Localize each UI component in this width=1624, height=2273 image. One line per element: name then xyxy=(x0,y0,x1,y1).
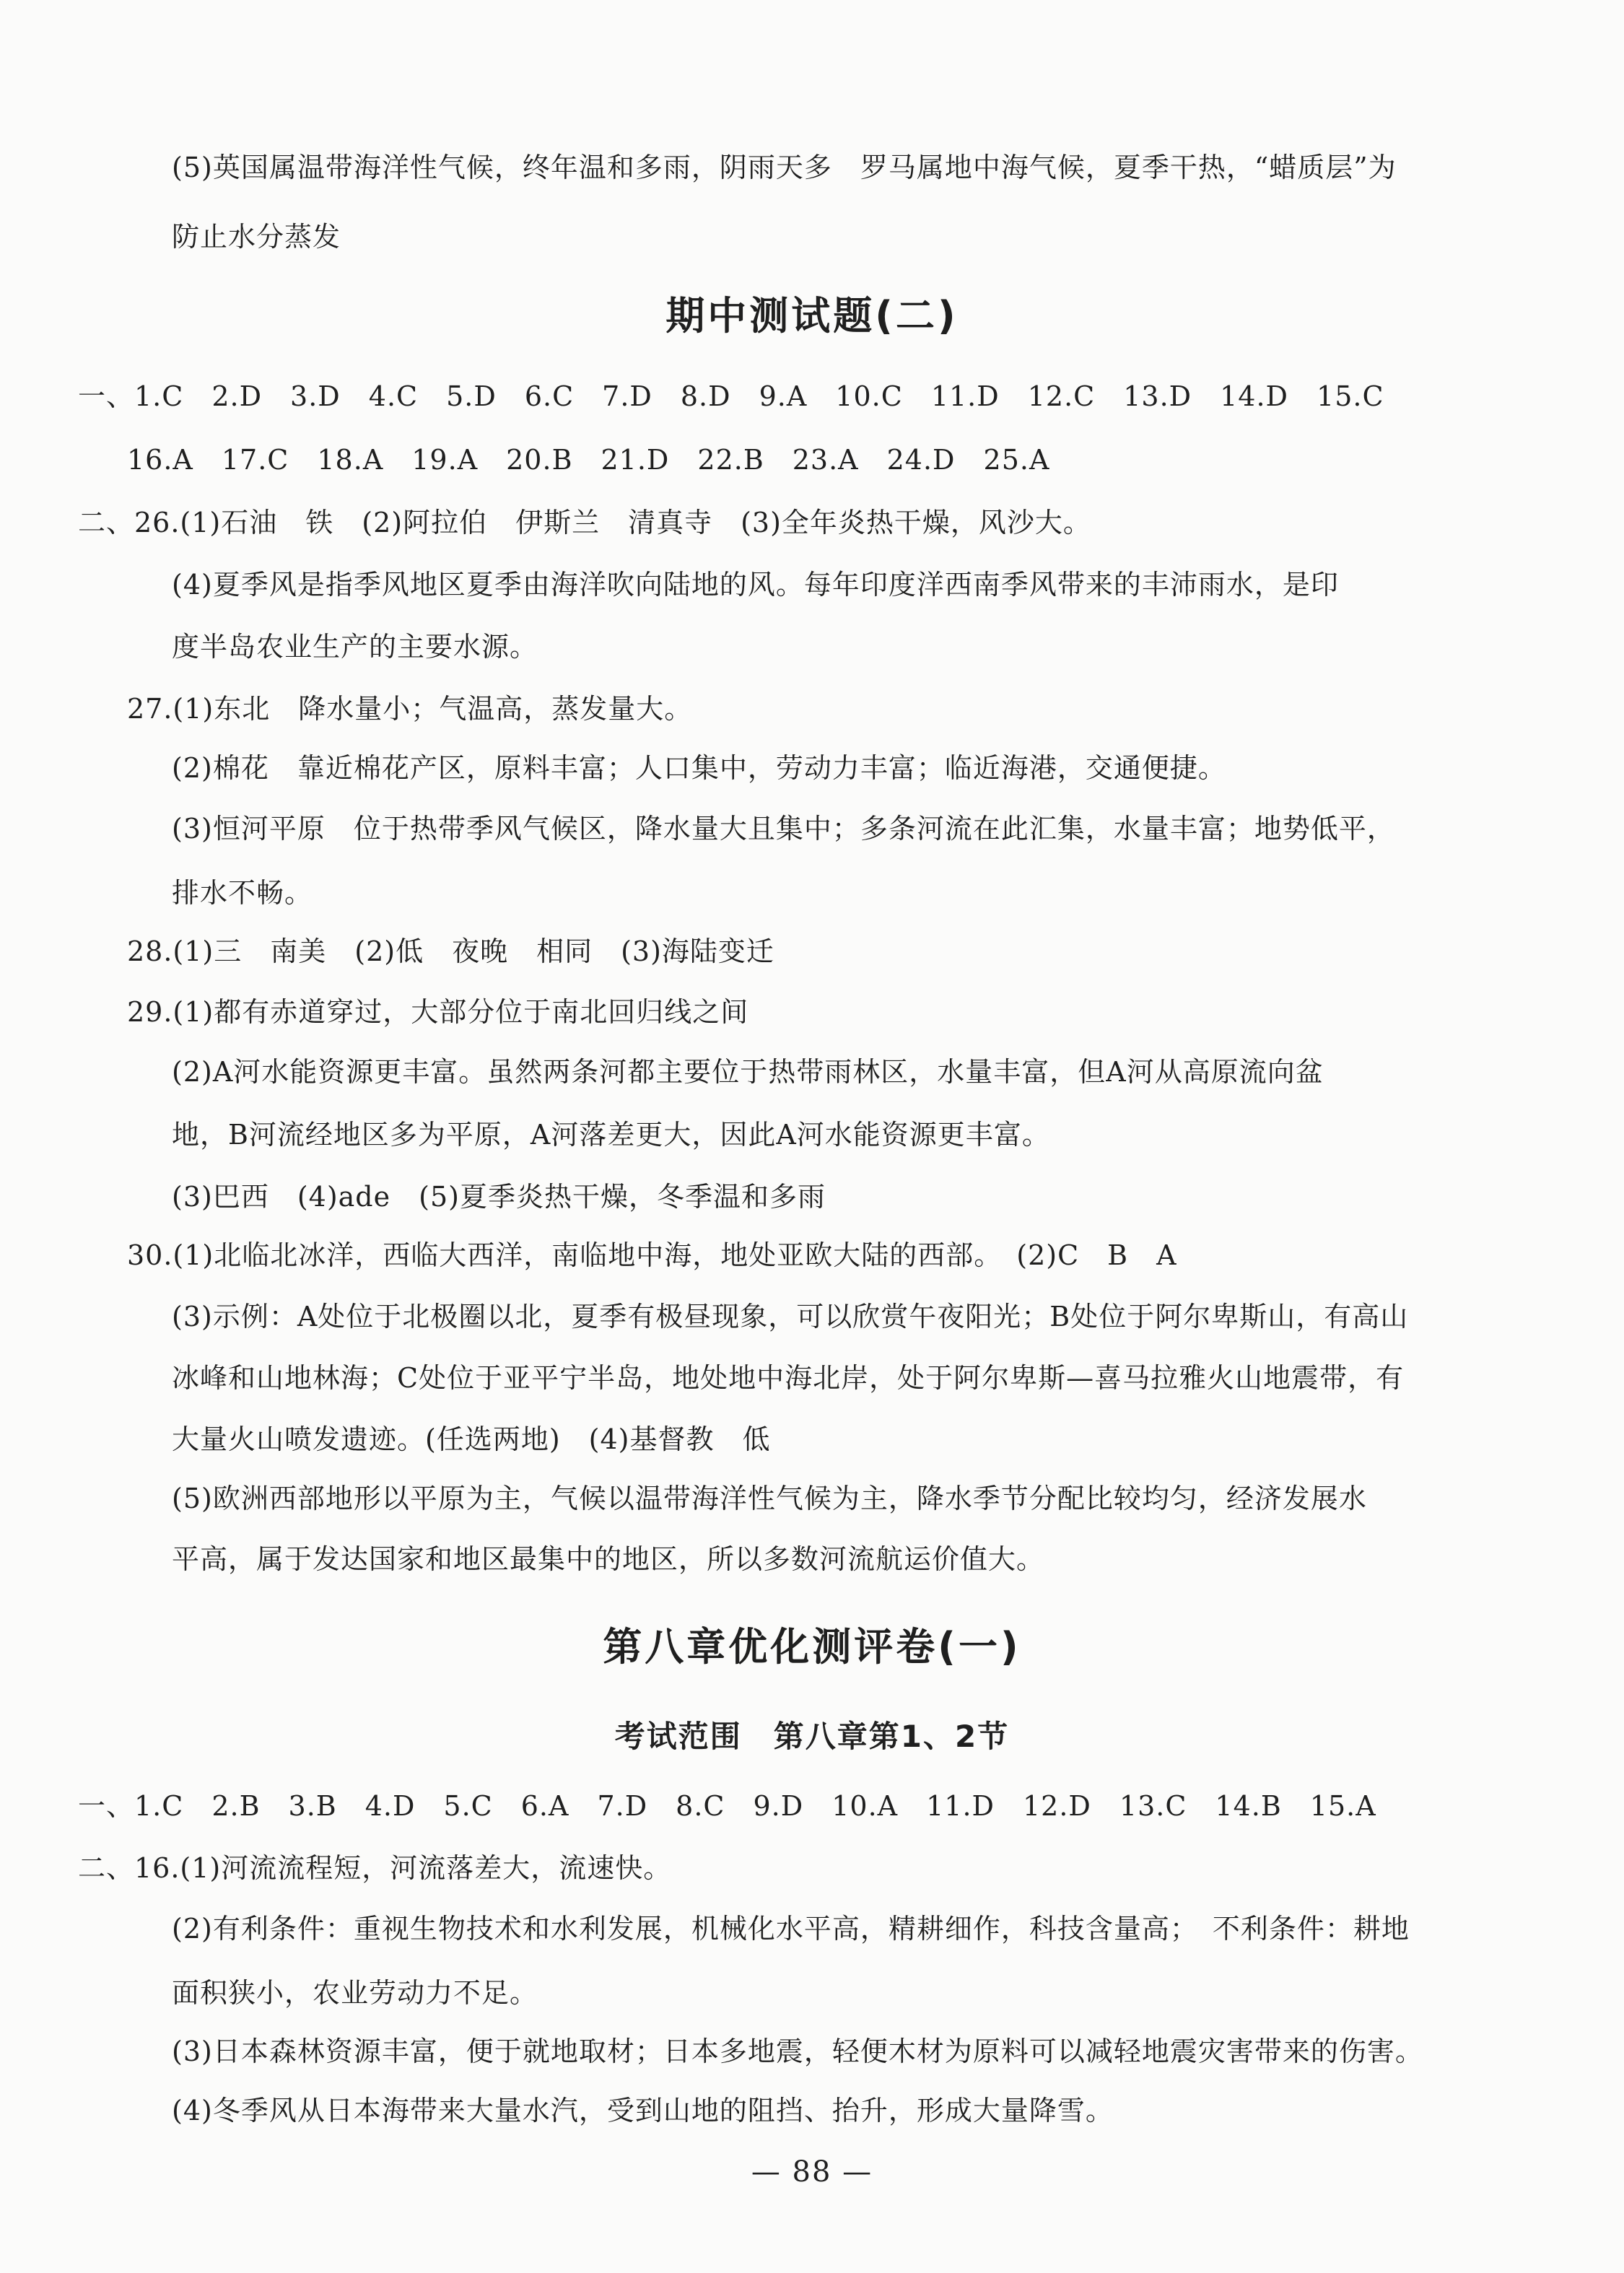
answer-line: 度半岛农业生产的主要水源。 xyxy=(172,631,538,663)
answer-line: (2)棉花 靠近棉花产区，原料丰富；人口集中，劳动力丰富；临近海港，交通便捷。 xyxy=(172,752,1226,784)
answer-line: 二、26.(1)石油 铁 (2)阿拉伯 伊斯兰 清真寺 (3)全年炎热干燥，风沙大。 xyxy=(78,507,1091,538)
answer-line: (3)示例：A处位于北极圈以北，夏季有极昼现象，可以欣赏午夜阳光；B处位于阿尔卑斯山，有高山 xyxy=(172,1301,1409,1332)
answer-line: (3)日本森林资源丰富，便于就地取材；日本多地震，轻便木材为原料可以减轻地震灾害带来的伤害。 xyxy=(172,2036,1423,2067)
answer-line: 一、1.C 2.D 3.D 4.C 5.D 6.C 7.D 8.D 9.A 10.C 11.D 12.C 13.D 14.D 15.C xyxy=(78,380,1384,412)
section-subtitle: 考试范围 第八章第1、2节 xyxy=(614,1719,1010,1754)
section-title: 第八章优化测评卷(一) xyxy=(603,1624,1021,1670)
answer-line: (3)恒河平原 位于热带季风气候区，降水量大且集中；多条河流在此汇集，水量丰富；地势低平， xyxy=(172,813,1395,845)
answer-line: (2)A河水能资源更丰富。虽然两条河都主要位于热带雨林区，水量丰富，但A河从高原流向盆 xyxy=(172,1056,1324,1088)
answer-line: 16.A 17.C 18.A 19.A 20.B 21.D 22.B 23.A 24.D 25.A xyxy=(127,444,1050,476)
answer-line: 30.(1)北临北冰洋，西临大西洋，南临地中海，地处亚欧大陆的西部。 (2)C B A xyxy=(127,1239,1177,1271)
answer-line: 平高，属于发达国家和地区最集中的地区，所以多数河流航运价值大。 xyxy=(172,1543,1045,1575)
answer-line: 地，B河流经地区多为平原，A河落差更大，因此A河水能资源更丰富。 xyxy=(172,1119,1050,1151)
answer-line: 大量火山喷发遗迹。(任选两地) (4)基督教 低 xyxy=(172,1423,771,1455)
answer-line: 二、16.(1)河流流程短，河流落差大，流速快。 xyxy=(78,1852,672,1884)
answer-line: 排水不畅。 xyxy=(172,877,313,909)
answer-line: (5)英国属温带海洋性气候，终年温和多雨，阴雨天多 罗马属地中海气候，夏季干热，“蜡质层”为 xyxy=(172,152,1397,183)
answer-line: (3)巴西 (4)ade (5)夏季炎热干燥，冬季温和多雨 xyxy=(172,1181,826,1213)
answer-line: 27.(1)东北 降水量小；气温高，蒸发量大。 xyxy=(127,693,693,725)
answer-line: 冰峰和山地林海；C处位于亚平宁半岛，地处地中海北岸，处于阿尔卑斯—喜马拉雅火山地震带，有 xyxy=(172,1362,1405,1394)
answer-line: 面积狭小，农业劳动力不足。 xyxy=(172,1977,538,2009)
answer-line: 28.(1)三 南美 (2)低 夜晚 相同 (3)海陆变迁 xyxy=(127,935,774,967)
answer-line: 防止水分蒸发 xyxy=(172,221,341,253)
answer-line: (4)夏季风是指季风地区夏季由海洋吹向陆地的风。每年印度洋西南季风带来的丰沛雨水，是印 xyxy=(172,569,1339,601)
answer-line: (4)冬季风从日本海带来大量水汽，受到山地的阻挡、抬升，形成大量降雪。 xyxy=(172,2095,1114,2126)
answer-line: 29.(1)都有赤道穿过，大部分位于南北回归线之间 xyxy=(127,996,749,1028)
answer-line: 一、1.C 2.B 3.B 4.D 5.C 6.A 7.D 8.C 9.D 10.A 11.D 12.D 13.C 14.B 15.A xyxy=(78,1790,1376,1822)
answer-line: (2)有利条件：重视生物技术和水利发展，机械化水平高，精耕细作，科技含量高； 不利条件：耕地 xyxy=(172,1913,1410,1945)
section-title: 期中测试题(二) xyxy=(665,293,959,339)
page-number: — 88 — xyxy=(751,2155,873,2189)
answer-line: (5)欧洲西部地形以平原为主，气候以温带海洋性气候为主，降水季节分配比较均匀，经济发展水 xyxy=(172,1483,1367,1514)
